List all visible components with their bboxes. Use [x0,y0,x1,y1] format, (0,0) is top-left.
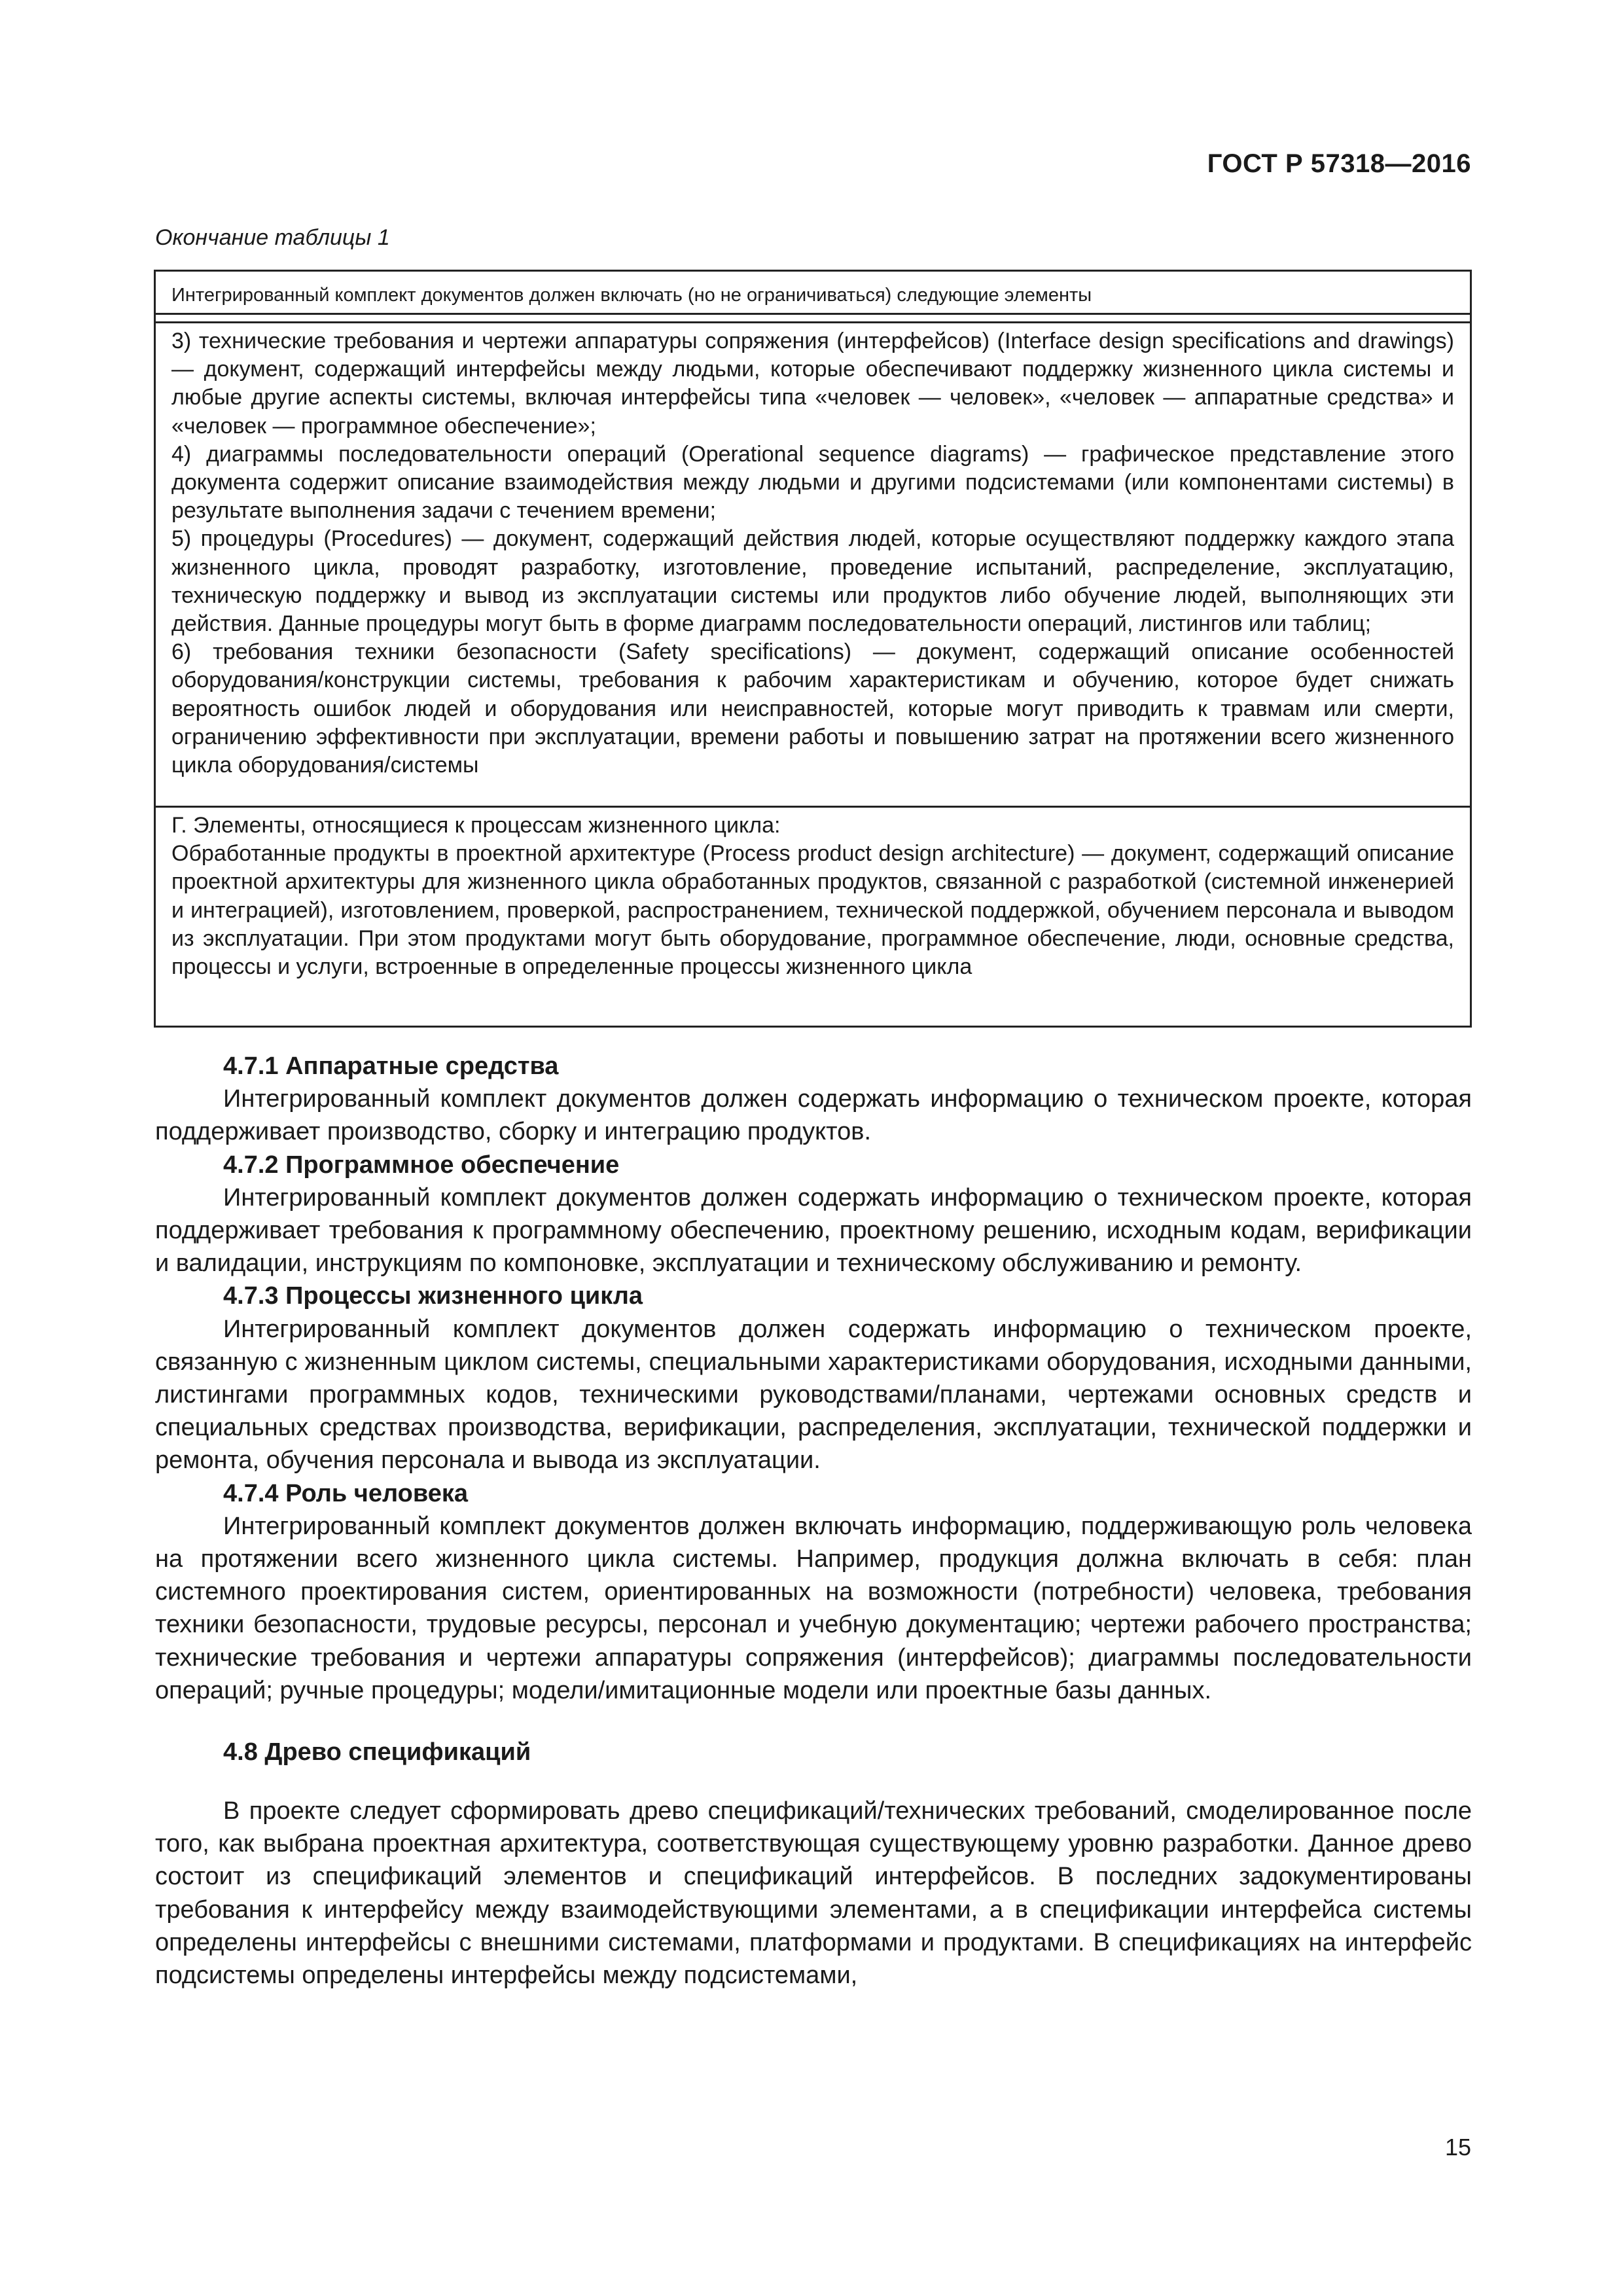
table-header-cell: Интегрированный комплект документов должен включать (но не ограничиваться) следующие элементы [156,272,1470,315]
section-text-4-7-1: Интегрированный комплект документов должен содержать информацию о техническом проекте, которая поддерживает производство, сборку и интеграцию продуктов. [155,1085,1472,1146]
document-body [155,1050,1472,1992]
table-item-5: 5) процедуры (Procedures) — документ, содержащий действия людей, которые осуществляют поддержку каждого этапа жизненного цикла, проводят разработку, изготовление, проведение испытаний, распределение, эксплуатацию, техническую поддержку и вывод из эксплуатации системы или продуктов либо обучение людей, выполняющих эти действия. Данные процедуры могут быть в форме диаграмм последовательности операций, листингов или таблиц; [171,526,1454,637]
table-caption: Окончание таблицы 1 [155,225,390,250]
lifecycle-text: Обработанные продукты в проектной архитектуре (Process product design architecture) — документ, содержащий описание проектной архитектуры для жизненного цикла обработанных продуктов, связанной с разработкой (системной инженерией и интеграцией), изготовлением, проверкой, распространением, технической поддержкой, обучением персонала и выводом из эксплуатации. При этом продуктами могут быть оборудование, программное обеспечение, люди, основные средства, процессы и услуги, встроенные в определенные процессы жизненного цикла [171,841,1454,980]
table-item-3: 3) технические требования и чертежи аппаратуры сопряжения (интерфейсов) (Interface design specifications and drawings) — документ, содержащий интерфейсы между людьми, которые обеспечивают поддержку жизненного цикла системы и любые другие аспекты системы, включая интерфейсы типа «человек — человек», «человек — аппаратные средства» и «человек — программное обеспечение»; [171,329,1454,439]
table-header-divider [156,315,1470,323]
table-cell-lifecycle [156,808,1470,1026]
lifecycle-title: Г. Элементы, относящиеся к процессам жизненного цикла: [171,813,781,838]
page-number: 15 [1444,2134,1471,2161]
section-text-4-7-2: Интегрированный комплект документов должен содержать информацию о техническом проекте, которая поддерживает требования к программному обеспечению, проектному решению, исходным кодам, верификации и валидации, инструкциям по компоновке, эксплуатации и техническому обслуживанию и ремонту. [155,1183,1472,1278]
section-text-4-7-4: Интегрированный комплект документов должен включать информацию, поддерживающую роль человека на протяжении всего жизненного цикла системы. Например, продукция должна включать в себя: план системного проектирования систем, ориентированных на возможности (потребности) человека, требования техники безопасности, трудовые ресурсы, персонал и учебную документацию; чертежи рабочего пространства; технические требования и чертежи аппаратуры сопряжения (интерфейсов); диаграммы последовательности операций; ручные процедуры; модели/имитационные модели или проектные базы данных. [155,1512,1472,1704]
section-text-4-8: В проекте следует сформировать древо спецификаций/технических требований, смоделированное после того, как выбрана проектная архитектура, соответствующая существующему уровню разработки. Данное древо состоит из спецификаций элементов и спецификаций интерфейсов. В последних задокументированы требования к интерфейсу между взаимодействующими элементами, а в спецификации интерфейса системы определены интерфейсы с внешними системами, платформами и продуктами. В спецификациях на интерфейс подсистемы определены интерфейсы между подсистемами, [155,1797,1472,1990]
section-heading-4-7-3: 4.7.3 Процессы жизненного цикла [223,1282,643,1310]
table-item-6: 6) требования техники безопасности (Safety specifications) — документ, содержащий описание особенностей оборудования/конструкции системы, требования к рабочим характеристикам и обучению, которое будет снижать вероятность ошибок людей и оборудования или неисправностей, которые могут приводить к травмам или смерти, ограничению эффективности при эксплуатации, времени работы и повышению затрат на протяжении всего жизненного цикла оборудования/системы [171,639,1454,778]
table-cell-items [156,323,1470,808]
document-id-header: ГОСТ Р 57318—2016 [1207,149,1471,178]
section-heading-4-8: 4.8 Древо спецификаций [223,1738,531,1767]
section-text-4-7-3: Интегрированный комплект документов должен содержать информацию о техническом проекте, связанную с жизненным циклом системы, специальными характеристиками оборудования, исходными данными, листингами программных кодов, техническими руководствами/планами, чертежами основных средств и специальных средствах производства, верификации, распределения, эксплуатации, технической поддержки и ремонта, обучения персонала и вывода из эксплуатации. [155,1315,1472,1475]
table-item-4: 4) диаграммы последовательности операций (Operational sequence diagrams) — графическое представление этого документа содержит описание взаимодействия между людьми и другими подсистемами (или компонентами системы) в результате выполнения задачи с течением времени; [171,441,1454,524]
section-heading-4-7-2: 4.7.2 Программное обеспечение [223,1151,620,1179]
requirements-table [154,270,1472,1028]
section-heading-4-7-4: 4.7.4 Роль человека [223,1479,468,1507]
section-heading-4-7-1: 4.7.1 Аппаратные средства [223,1052,559,1080]
